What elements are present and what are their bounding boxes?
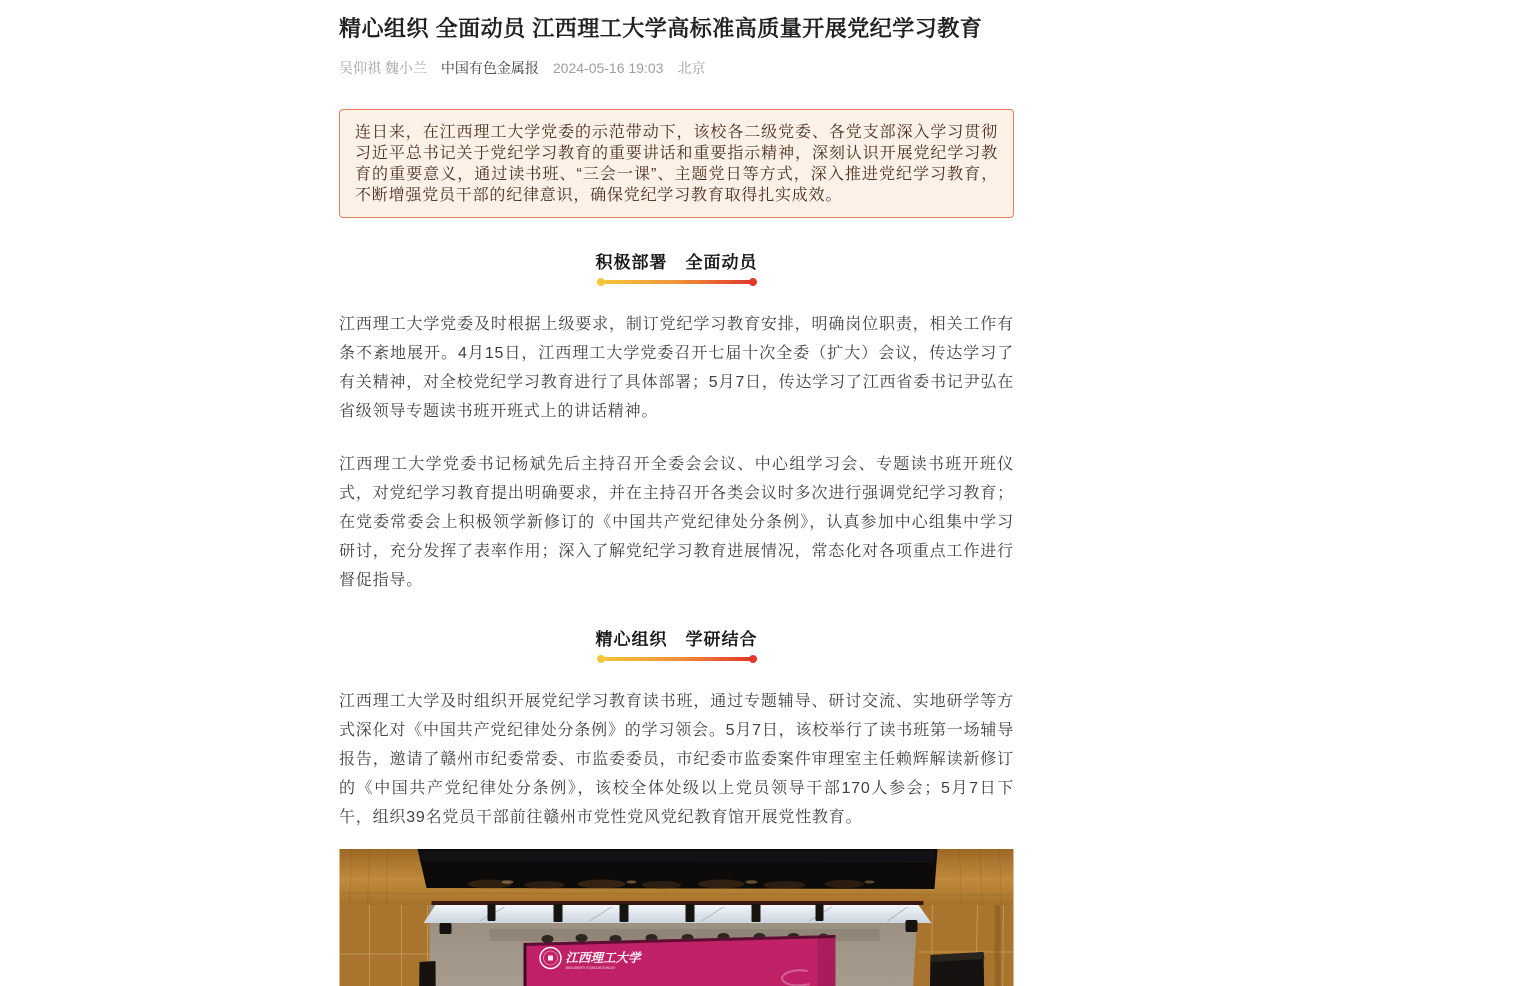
photo-screen-subtitle: JIANGXI UNIVERSITY OF SCIENCE AND TECHNOLOGY (565, 966, 616, 970)
byline-authors: 吴仰祺 魏小兰 (339, 60, 427, 76)
photo-screen-title: 江西理工大学 (565, 950, 641, 965)
photo-overhead-screen (418, 849, 938, 889)
byline-datetime: 2024-05-16 19:03 (552, 60, 664, 76)
rule-dot-right-icon (749, 278, 757, 286)
byline-source-link[interactable]: 中国有色金属报 (440, 60, 539, 76)
summary-text: 连日来，在江西理工大学党委的示范带动下，该校各二级党委、各党支部深入学习贯彻习近平总书记关于党纪学习教育的重要讲话和重要指示精神，深刻认识开展党纪学习教育的重要意义，通过读书班、“三会一课”、主题党日等方式，深入推进党纪学习教育，不断增强党员干部的纪律意识，确保党纪学习教育取得扎实成效。 (355, 124, 998, 204)
summary-box (339, 109, 1014, 218)
photo-lecture-hall (339, 849, 1014, 986)
photo-track-rail (432, 901, 924, 905)
rule-dot-left-icon (597, 278, 605, 286)
rule-dot-left-icon (597, 655, 605, 663)
section-heading-1-text: 积极部署 全面动员 (595, 253, 758, 272)
paragraph: 江西理工大学党委及时根据上级要求，制订党纪学习教育安排，明确岗位职责，相关工作有条不紊地展开。4月15日，江西理工大学党委召开七届十次全委（扩大）会议，传达学习了有关精神，对全校党纪学习教育进行了具体部署；5月7日，传达学习了江西省委书记尹弘在省级领导专题读书班开班式上的讲话精神。 (339, 316, 1014, 420)
byline (339, 59, 1014, 77)
paragraph: 江西理工大学及时组织开展党纪学习教育读书班，通过专题辅导、研讨交流、实地研学等方式深化对《中国共产党纪律处分条例》的学习领会。5月7日，该校举行了读书班第一场辅导报告，邀请了赣州市纪委常委、市监委委员，市纪委市监委案件审理室主任赖辉解读新修订的《中国共产党纪律处分条例》，该校全体处级以上党员领导干部170人参会；5月7日下午，组织39名党员干部前往赣州市党性党风党纪教育馆开展党性教育。 (339, 693, 1014, 826)
photo-led-screen (524, 935, 836, 986)
byline-location: 北京 (677, 60, 706, 76)
rule-dot-right-icon (749, 655, 757, 663)
article (339, 0, 1014, 986)
photo-light-strip (424, 905, 932, 923)
paragraph: 江西理工大学党委书记杨斌先后主持召开全委会会议、中心组学习会、专题读书班开班仪式，对党纪学习教育提出明确要求，并在主持召开各类会议时多次进行强调党纪学习教育；在党委常委会上积极领学新修订的《中国共产党纪律处分条例》，认真参加中心组集中学习研讨，充分发挥了表率作用；深入了解党纪学习教育进展情况，常态化对各项重点工作进行督促指导。 (339, 456, 1014, 589)
section-heading-2 (339, 628, 1014, 661)
article-photo (339, 849, 1014, 986)
section-heading-1 (339, 251, 1014, 284)
article-title: 精心组织 全面动员 江西理工大学高标准高质量开展党纪学习教育 (339, 16, 983, 41)
heading-gradient-rule (601, 280, 753, 284)
heading-gradient-rule (601, 657, 753, 661)
section-heading-2-text: 精心组织 学研结合 (595, 630, 758, 649)
